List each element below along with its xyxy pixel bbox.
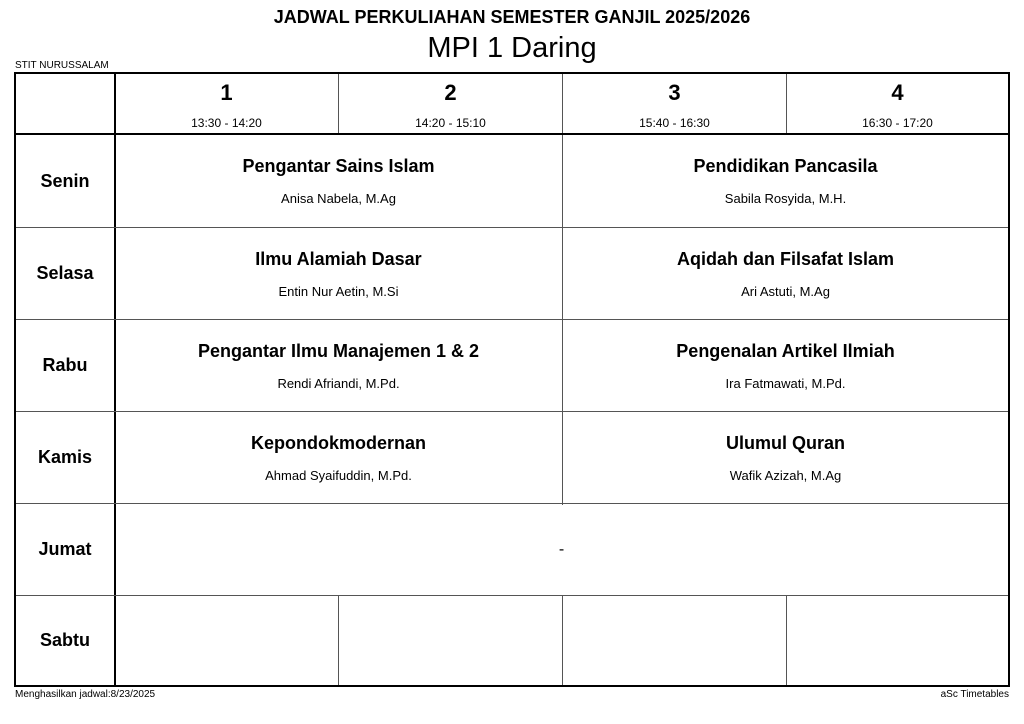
day-label-senin: Senin bbox=[40, 170, 90, 191]
session-cell bbox=[563, 135, 1008, 227]
session-cell bbox=[115, 228, 562, 319]
timetable-grid bbox=[14, 72, 1010, 687]
period-header-1 bbox=[115, 74, 338, 134]
period-header-3 bbox=[563, 74, 786, 134]
session-cell bbox=[115, 320, 562, 411]
session-cell bbox=[115, 412, 562, 503]
subject-name: Ulumul Quran bbox=[725, 432, 845, 453]
schedule-title: JADWAL PERKULIAHAN SEMESTER GANJIL 2025/2026 bbox=[273, 7, 751, 27]
period-number: 2 bbox=[444, 80, 457, 105]
software-credit: aSc Timetables bbox=[940, 689, 1009, 700]
teacher-name: Anisa Nabela, M.Ag bbox=[281, 191, 396, 206]
day-label-kamis: Kamis bbox=[37, 447, 93, 467]
day-label-rabu: Rabu bbox=[42, 355, 88, 375]
session-cell bbox=[563, 228, 1008, 319]
session-cell bbox=[563, 412, 1008, 503]
teacher-name: Sabila Rosyida, M.H. bbox=[724, 191, 847, 206]
period-time: 16:30 - 17:20 bbox=[862, 116, 933, 130]
subject-name: Ilmu Alamiah Dasar bbox=[255, 248, 422, 269]
empty-session-cell bbox=[115, 596, 338, 685]
subject-name: Pengantar Ilmu Manajemen 1 & 2 bbox=[197, 340, 480, 361]
session-cell bbox=[563, 320, 1008, 411]
subject-name: Pengenalan Artikel Ilmiah bbox=[676, 340, 895, 361]
period-header-2 bbox=[339, 74, 562, 134]
period-number: 3 bbox=[668, 80, 681, 105]
teacher-name: Entin Nur Aetin, M.Si bbox=[278, 283, 399, 299]
day-label-sabtu: Sabtu bbox=[39, 630, 90, 650]
teacher-name: Ari Astuti, M.Ag bbox=[741, 283, 830, 299]
empty-session-cell bbox=[563, 596, 786, 685]
subject-name: Pengantar Sains Islam bbox=[242, 156, 435, 176]
empty-session-cell bbox=[339, 596, 562, 685]
period-number: 1 bbox=[220, 80, 233, 105]
institution-name: STIT NURUSSALAM bbox=[15, 60, 109, 71]
teacher-name: Wafik Azizah, M.Ag bbox=[729, 467, 842, 483]
period-time: 15:40 - 16:30 bbox=[639, 116, 710, 130]
day-label-selasa: Selasa bbox=[36, 263, 94, 283]
generated-date: Menghasilkan jadwal:8/23/2025 bbox=[15, 689, 156, 700]
day-label-jumat: Jumat bbox=[38, 539, 92, 559]
empty-day-cell bbox=[115, 504, 1008, 595]
no-class-dash: - bbox=[558, 540, 565, 558]
period-time: 14:20 - 15:10 bbox=[415, 116, 486, 130]
subject-name: Pendidikan Pancasila bbox=[693, 156, 878, 176]
period-number: 4 bbox=[891, 80, 904, 105]
period-header-4 bbox=[787, 74, 1008, 134]
period-time: 13:30 - 14:20 bbox=[191, 116, 262, 130]
class-name: MPI 1 Daring bbox=[427, 32, 597, 64]
subject-name: Aqidah dan Filsafat Islam bbox=[676, 248, 895, 269]
teacher-name: Ahmad Syaifuddin, M.Pd. bbox=[265, 467, 412, 483]
empty-session-cell bbox=[787, 596, 1008, 685]
subject-name: Kepondokmodernan bbox=[250, 432, 426, 453]
teacher-name: Ira Fatmawati, M.Pd. bbox=[725, 375, 846, 391]
session-cell bbox=[115, 135, 562, 227]
teacher-name: Rendi Afriandi, M.Pd. bbox=[277, 375, 400, 391]
